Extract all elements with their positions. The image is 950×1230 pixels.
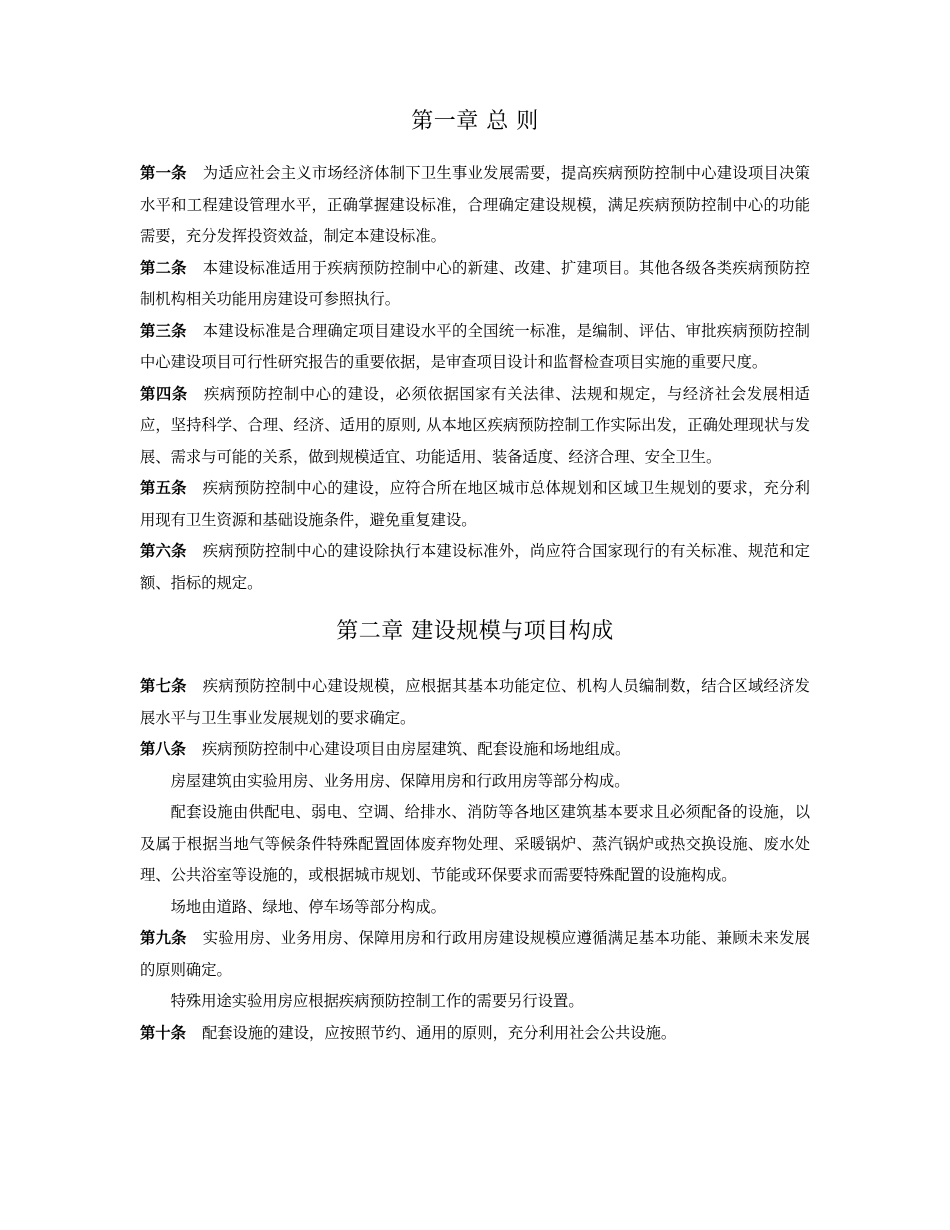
paragraph-site: 场地由道路、绿地、停车场等部分构成。 <box>170 897 446 916</box>
article-text: 为适应社会主义市场经济体制下卫生事业发展需要，提高疾病预防控制中心建设项目决策水平和工程建设管理水平，正确掌握建设标准，合理确定建设规模，满足疾病预防控制中心的功能需要，充分发挥投资效益，制定本建设标准。 <box>140 164 810 245</box>
article-text: 疾病预防控制中心的建设，应符合所在地区城市总体规划和区域卫生规划的要求，充分利用现有卫生资源和基础设施条件，避免重复建设。 <box>140 479 810 529</box>
paragraph-facilities: 配套设施由供配电、弱电、空调、给排水、消防等各地区建筑基本要求且必须配备的设施，以及属于根据当地气等候条件特殊配置固体废弃物处理、采暖锅炉、蒸汽锅炉或热交换设施、废水处理、公共浴室等设施的，或根据城市规划、节能或环保要求而需要特殊配置的设施构成。 <box>140 803 810 884</box>
paragraph-special-lab: 特殊用途实验用房应根据疾病预防控制工作的需要另行设置。 <box>170 992 584 1010</box>
article-2 <box>140 253 810 316</box>
article-text: 疾病预防控制中心建设规模，应根据其基本功能定位、机构人员编制数，结合区域经济发展水平与卫生事业发展规划的要求确定。 <box>140 677 810 727</box>
article-number: 第五条 <box>140 479 187 497</box>
chapter-1-title: 第一章 总 则 <box>411 109 539 134</box>
article-10 <box>140 1018 810 1050</box>
article-text: 疾病预防控制中心的建设除执行本建设标准外，尚应符合国家现行的有关标准、规范和定额、指标的规定。 <box>140 542 810 592</box>
article-6 <box>140 536 810 599</box>
article-5 <box>140 473 810 536</box>
article-text: 疾病预防控制中心建设项目由房屋建筑、配套设施和场地组成。 <box>201 740 631 758</box>
article-9 <box>140 923 810 986</box>
article-3 <box>140 316 810 379</box>
article-number: 第六条 <box>140 542 187 560</box>
document-page <box>140 103 810 1049</box>
article-text: 实验用房、业务用房、保障用房和行政用房建设规模应遵循满足基本功能、兼顾未来发展的原则确定。 <box>140 929 810 979</box>
article-4 <box>140 379 810 474</box>
article-7 <box>140 671 810 734</box>
article-text: 疾病预防控制中心的建设，必须依据国家有关法律、法规和规定，与经济社会发展相适应，坚持科学、合理、经济、适用的原则, 从本地区疾病预防控制工作实际出发，正确处理现状与发展、需求与可能的关系，做到规模适宜、功能适用、装备适度、经济合理、安全卫生。 <box>140 384 810 466</box>
article-text: 配套设施的建设，应按照节约、通用的原则，充分利用社会公共设施。 <box>201 1023 677 1042</box>
chapter-2-title: 第二章 建设规模与项目构成 <box>336 619 614 644</box>
article-number: 第八条 <box>140 740 186 758</box>
article-number: 第三条 <box>140 321 187 340</box>
article-number: 第四条 <box>140 384 188 403</box>
article-1 <box>140 158 810 253</box>
paragraph-buildings: 房屋建筑由实验用房、业务用房、保障用房和行政用房等部分构成。 <box>170 771 630 790</box>
article-text: 本建设标准适用于疾病预防控制中心的新建、改建、扩建项目。其他各级各类疾病预防控制机构相关功能用房建设可参照执行。 <box>140 258 810 308</box>
article-number: 第九条 <box>140 929 187 947</box>
article-8 <box>140 734 810 766</box>
article-number: 第一条 <box>140 164 187 182</box>
article-number: 第十条 <box>140 1023 186 1042</box>
article-text: 本建设标准是合理确定项目建设水平的全国统一标准，是编制、评估、审批疾病预防控制中心建设项目可行性研究报告的重要依据，是审查项目设计和监督检查项目实施的重要尺度。 <box>140 321 810 371</box>
article-number: 第七条 <box>140 677 187 695</box>
article-number: 第二条 <box>140 258 187 277</box>
